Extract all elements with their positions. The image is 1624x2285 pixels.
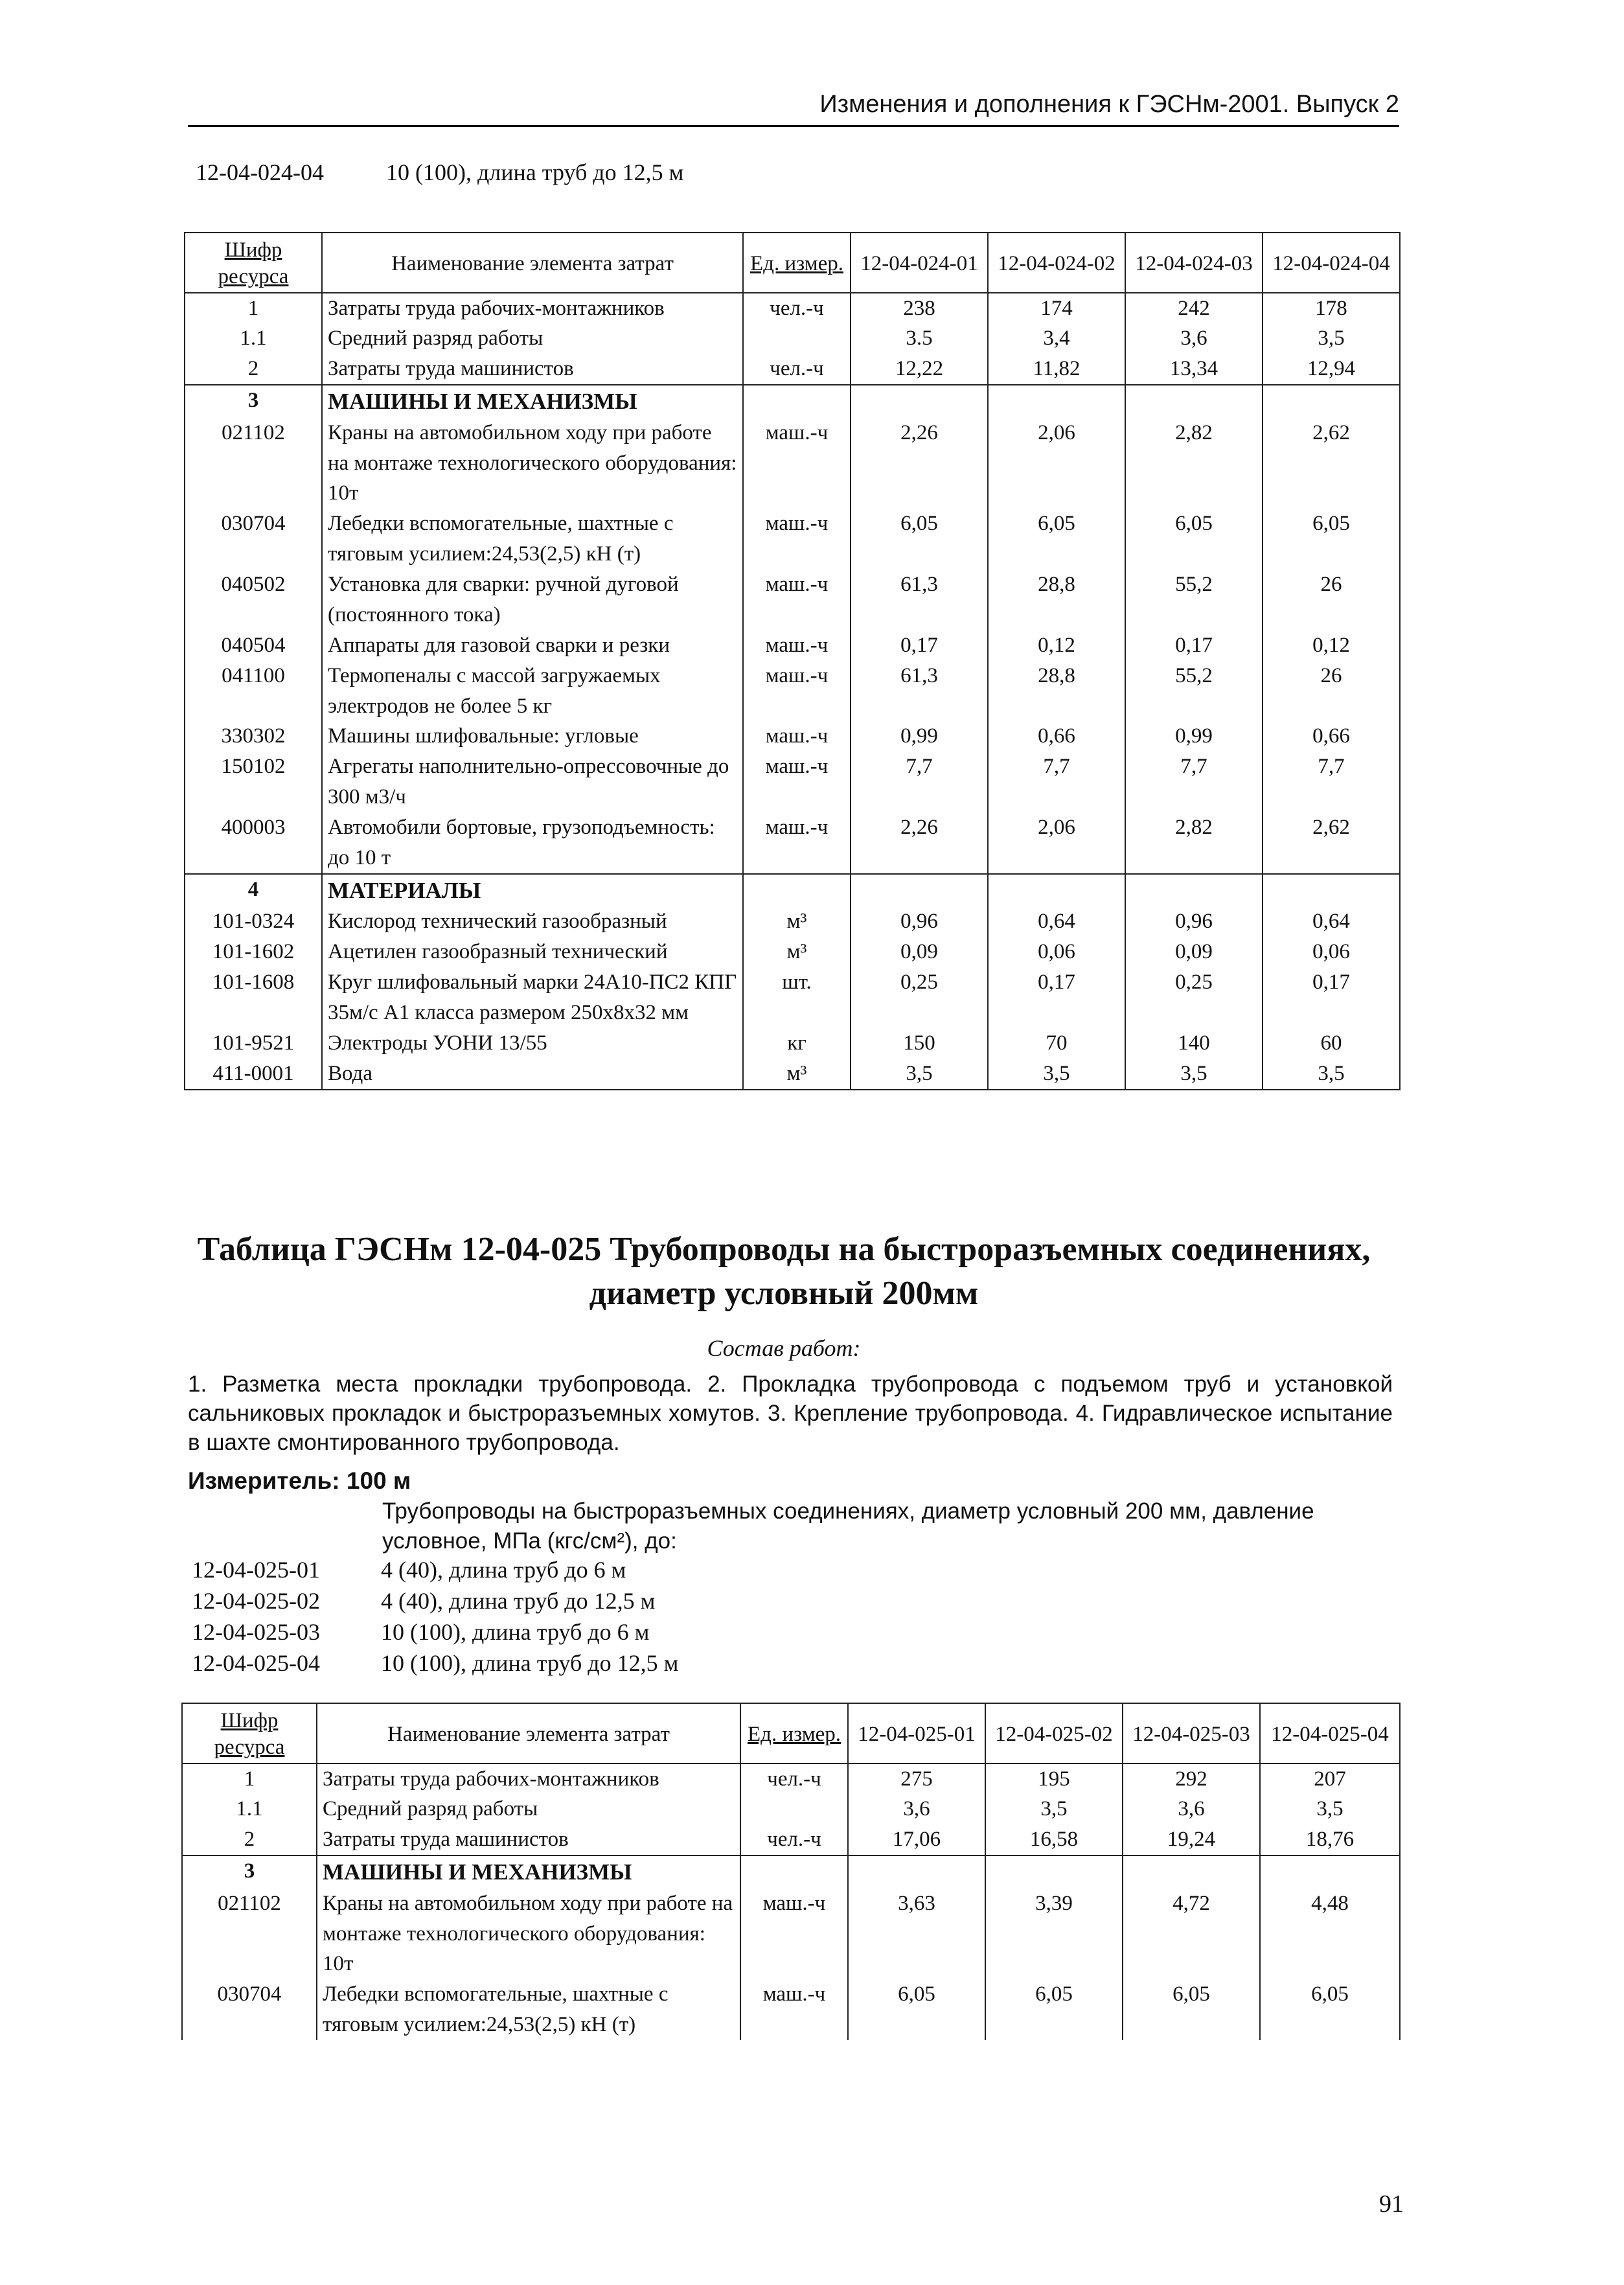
cell-unit: маш.-ч — [743, 721, 851, 752]
cell-value-3: 7,7 — [1125, 752, 1263, 812]
table-row — [182, 1979, 1400, 2040]
cell-value-4: 3,5 — [1263, 323, 1400, 354]
cell-value-3: 4,72 — [1123, 1889, 1260, 1980]
cell-value-1 — [851, 874, 988, 907]
cell-value-2: 6,05 — [985, 1979, 1123, 2040]
cell-value-3 — [1125, 874, 1263, 907]
cell-value-2: 11,82 — [988, 354, 1125, 385]
cell-value-4: 0,06 — [1263, 937, 1400, 967]
table-row — [182, 1824, 1400, 1855]
cell-value-2: 0,66 — [988, 721, 1125, 752]
cell-value-2 — [988, 874, 1125, 907]
header-col-3: 12-04-024-03 — [1125, 233, 1263, 293]
cell-value-4: 0,66 — [1263, 721, 1400, 752]
table-row — [185, 293, 1400, 324]
cell-code: 101-0324 — [185, 906, 322, 937]
cell-value-1: 6,05 — [851, 509, 988, 569]
cell-value-4: 0,17 — [1263, 967, 1400, 1028]
variant-list — [192, 1555, 678, 1679]
header-col-3: 12-04-025-03 — [1123, 1703, 1260, 1763]
cell-value-1: 150 — [851, 1028, 988, 1059]
cell-unit: чел.-ч — [743, 354, 851, 385]
cell-unit: чел.-ч — [743, 293, 851, 324]
cell-value-1: 3,6 — [848, 1794, 985, 1824]
cell-name: Лебедки вспомогательные, шахтные с тяговым усилием:24,53(2,5) кН (т) — [317, 1979, 740, 2040]
table-body — [182, 1763, 1400, 2041]
cell-value-2 — [988, 385, 1125, 418]
cell-value-1: 2,26 — [851, 812, 988, 874]
table-row — [185, 323, 1400, 354]
cell-value-1: 3,63 — [848, 1889, 985, 1980]
cell-name: Средний разряд работы — [317, 1794, 740, 1824]
table-title — [181, 1228, 1386, 1315]
cell-name: Вода — [322, 1059, 743, 1090]
cell-value-3: 0,96 — [1125, 906, 1263, 937]
table-body — [185, 293, 1400, 1090]
cell-value-3: 2,82 — [1125, 812, 1263, 874]
table-row — [185, 937, 1400, 967]
cell-value-1: 3.5 — [851, 323, 988, 354]
cell-code: 021102 — [185, 418, 322, 509]
header-col-4: 12-04-025-04 — [1260, 1703, 1400, 1763]
table-title-line-2: диаметр условный 200мм — [589, 1274, 979, 1312]
cell-value-1: 0,25 — [851, 967, 988, 1028]
cell-name: Затраты труда рабочих-монтажников — [322, 293, 743, 324]
cell-value-2: 0,12 — [988, 630, 1125, 661]
header-col-2: 12-04-024-02 — [988, 233, 1125, 293]
cell-value-3: 140 — [1125, 1028, 1263, 1059]
cell-unit — [743, 874, 851, 907]
cell-name: Агрегаты наполнительно-опрессовочные до 300 м3/ч — [322, 752, 743, 812]
cell-value-4: 3,5 — [1263, 1059, 1400, 1090]
cell-name: Средний разряд работы — [322, 323, 743, 354]
cell-value-4: 12,94 — [1263, 354, 1400, 385]
cell-unit: чел.-ч — [740, 1824, 848, 1855]
cell-unit — [740, 1794, 848, 1824]
cell-value-1 — [848, 1855, 985, 1889]
table-row — [182, 1763, 1400, 1795]
cell-value-1: 7,7 — [851, 752, 988, 812]
cell-value-4 — [1260, 1855, 1400, 1889]
measurer: Измеритель: 100 м — [188, 1467, 411, 1494]
cell-value-3: 19,24 — [1123, 1824, 1260, 1855]
cell-value-1: 17,06 — [848, 1824, 985, 1855]
cell-code: 330302 — [185, 721, 322, 752]
cell-name: Машины шлифовальные: угловые — [322, 721, 743, 752]
cell-value-3: 2,82 — [1125, 418, 1263, 509]
table-row — [185, 1028, 1400, 1059]
table-header-row — [182, 1703, 1400, 1763]
cell-value-3: 55,2 — [1125, 569, 1263, 630]
cell-value-2: 174 — [988, 293, 1125, 324]
cell-code: 101-1602 — [185, 937, 322, 967]
header-name: Наименование элемента затрат — [317, 1703, 740, 1763]
cell-code: 040504 — [185, 630, 322, 661]
cell-value-2: 6,05 — [988, 509, 1125, 569]
cell-name: МАШИНЫ И МЕХАНИЗМЫ — [322, 385, 743, 418]
header-col-1: 12-04-025-01 — [848, 1703, 985, 1763]
cell-value-4: 0,12 — [1263, 630, 1400, 661]
cell-value-4: 4,48 — [1260, 1889, 1400, 1980]
table-row — [185, 630, 1400, 661]
cell-value-2: 2,06 — [988, 812, 1125, 874]
cell-unit: м³ — [743, 1059, 851, 1090]
cell-unit — [740, 1855, 848, 1889]
cell-name: Установка для сварки: ручной дуговой (постоянного тока) — [322, 569, 743, 630]
cell-code: 1 — [182, 1763, 317, 1795]
header-col-4: 12-04-024-04 — [1263, 233, 1400, 293]
table-row — [185, 569, 1400, 630]
header-rule — [188, 125, 1399, 127]
cell-unit: маш.-ч — [740, 1889, 848, 1980]
cell-unit: кг — [743, 1028, 851, 1059]
cell-value-4: 60 — [1263, 1028, 1400, 1059]
list-item: 12-04-025-04 10 (100), длина труб до 12,5 м — [192, 1649, 679, 1676]
table-row — [185, 906, 1400, 937]
running-header: Изменения и дополнения к ГЭСНм-2001. Выпуск 2 — [819, 91, 1399, 118]
cell-code: 040502 — [185, 569, 322, 630]
list-item: 12-04-025-01 4 (40), длина труб до 6 м — [192, 1557, 626, 1583]
cell-value-4: 7,7 — [1263, 752, 1400, 812]
cell-value-2: 3,4 — [988, 323, 1125, 354]
cell-unit — [743, 385, 851, 418]
cell-value-1: 3,5 — [851, 1059, 988, 1090]
cell-value-3: 6,05 — [1125, 509, 1263, 569]
cell-name: Аппараты для газовой сварки и резки — [322, 630, 743, 661]
cell-value-3 — [1123, 1855, 1260, 1889]
cell-code: 150102 — [185, 752, 322, 812]
cell-unit — [743, 323, 851, 354]
cell-code: 2 — [182, 1824, 317, 1855]
cell-value-2: 70 — [988, 1028, 1125, 1059]
cell-unit: маш.-ч — [743, 418, 851, 509]
cell-value-3: 6,05 — [1123, 1979, 1260, 2040]
cell-name: Краны на автомобильном ходу при работе на монтаже технологического оборудования: 10т — [317, 1889, 740, 1980]
cell-unit: маш.-ч — [743, 569, 851, 630]
cell-value-2: 7,7 — [988, 752, 1125, 812]
table-row — [185, 385, 1400, 418]
table-row — [185, 354, 1400, 385]
cell-value-1: 0,96 — [851, 906, 988, 937]
table-row — [185, 967, 1400, 1028]
cell-code: 101-9521 — [185, 1028, 322, 1059]
cell-value-3: 292 — [1123, 1763, 1260, 1795]
table-row — [185, 874, 1400, 907]
resource-table-025 — [181, 1703, 1401, 2040]
list-item: 12-04-025-03 10 (100), длина труб до 6 м — [192, 1618, 650, 1645]
cell-code: 1 — [185, 293, 322, 324]
header-unit: Ед. измер. — [740, 1703, 848, 1763]
cell-value-4: 6,05 — [1263, 509, 1400, 569]
cell-code: 030704 — [185, 509, 322, 569]
cell-code: 1.1 — [182, 1794, 317, 1824]
table-row — [185, 661, 1400, 722]
cell-value-2: 2,06 — [988, 418, 1125, 509]
cell-code: 041100 — [185, 661, 322, 722]
cell-unit: м³ — [743, 937, 851, 967]
work-composition-text: 1. Разметка места прокладки трубопровода. 2. Прокладка трубопровода с подъемом труб и установкой сальниковых прокладок и быстроразъемных хомутов. 3. Крепление трубопровода. 4. Гидравлическое испытание в шахте смонтированного трубопровода. — [188, 1372, 1393, 1455]
cell-value-1: 12,22 — [851, 354, 988, 385]
cell-value-4: 178 — [1263, 293, 1400, 324]
cell-value-2: 16,58 — [985, 1824, 1123, 1855]
cell-value-2: 3,39 — [985, 1889, 1123, 1980]
cell-name: Автомобили бортовые, грузоподъемность: до 10 т — [322, 812, 743, 874]
cell-name: Электроды УОНИ 13/55 — [322, 1028, 743, 1059]
cell-value-3: 0,09 — [1125, 937, 1263, 967]
cell-value-3: 0,17 — [1125, 630, 1263, 661]
cell-name: Краны на автомобильном ходу при работе на монтаже технологического оборудования: 10т — [322, 418, 743, 509]
header-code: Шифр ресурса — [182, 1703, 317, 1763]
cell-unit: маш.-ч — [743, 661, 851, 722]
cell-value-1: 61,3 — [851, 661, 988, 722]
cell-value-4 — [1263, 874, 1400, 907]
cell-value-3: 13,34 — [1125, 354, 1263, 385]
cell-unit: маш.-ч — [743, 812, 851, 874]
header-code: Шифр ресурса — [185, 233, 322, 293]
cell-unit: чел.-ч — [740, 1763, 848, 1795]
cell-value-3: 3,5 — [1125, 1059, 1263, 1090]
header-unit: Ед. измер. — [743, 233, 851, 293]
cell-value-1: 275 — [848, 1763, 985, 1795]
cell-name: Лебедки вспомогательные, шахтные с тяговым усилием:24,53(2,5) кН (т) — [322, 509, 743, 569]
cell-value-1: 0,09 — [851, 937, 988, 967]
cell-value-3: 3,6 — [1123, 1794, 1260, 1824]
cell-value-4: 18,76 — [1260, 1824, 1400, 1855]
table-row — [182, 1889, 1400, 1980]
cell-value-1: 0,17 — [851, 630, 988, 661]
cell-value-1 — [851, 385, 988, 418]
header-name: Наименование элемента затрат — [322, 233, 743, 293]
cell-value-3 — [1125, 385, 1263, 418]
cell-name: Затраты труда машинистов — [317, 1824, 740, 1855]
variants-caption: Трубопроводы на быстроразъемных соединениях, диаметр условный 200 мм, давление условное, МПа (кгс/см²), до: — [382, 1498, 1314, 1554]
cell-code: 1.1 — [185, 323, 322, 354]
table-header-row — [185, 233, 1400, 293]
cell-name: МАТЕРИАЛЫ — [322, 874, 743, 907]
cell-code: 3 — [185, 385, 322, 418]
cell-value-2: 28,8 — [988, 661, 1125, 722]
table-row — [185, 1059, 1400, 1090]
cell-value-4: 2,62 — [1263, 812, 1400, 874]
cell-code: 4 — [185, 874, 322, 907]
cell-code: 021102 — [182, 1889, 317, 1980]
cell-value-3: 0,99 — [1125, 721, 1263, 752]
cell-unit: м³ — [743, 906, 851, 937]
table-row — [182, 1855, 1400, 1889]
cell-value-1: 61,3 — [851, 569, 988, 630]
cell-value-1: 6,05 — [848, 1979, 985, 2040]
table-row — [182, 1794, 1400, 1824]
cell-value-1: 2,26 — [851, 418, 988, 509]
cell-value-3: 3,6 — [1125, 323, 1263, 354]
list-item: 12-04-025-02 4 (40), длина труб до 12,5 м — [192, 1587, 656, 1614]
cell-name: Термопеналы с массой загружаемых электродов не более 5 кг — [322, 661, 743, 722]
table-row — [185, 418, 1400, 509]
cell-code: 411-0001 — [185, 1059, 322, 1090]
cell-value-4: 2,62 — [1263, 418, 1400, 509]
cell-value-4: 6,05 — [1260, 1979, 1400, 2040]
cell-value-3: 55,2 — [1125, 661, 1263, 722]
table-row — [185, 721, 1400, 752]
table-row — [185, 509, 1400, 569]
cell-value-2: 0,17 — [988, 967, 1125, 1028]
cell-value-1: 238 — [851, 293, 988, 324]
cell-value-2: 3,5 — [988, 1059, 1125, 1090]
header-col-1: 12-04-024-01 — [851, 233, 988, 293]
table-title-line-1: Таблица ГЭСНм 12-04-025 Трубопроводы на быстроразъемных соединениях, — [197, 1231, 1371, 1268]
cell-value-3: 0,25 — [1125, 967, 1263, 1028]
cell-value-2: 0,06 — [988, 937, 1125, 967]
cell-value-2: 3,5 — [985, 1794, 1123, 1824]
page-number: 91 — [1379, 2190, 1404, 2218]
cell-name: Затраты труда машинистов — [322, 354, 743, 385]
cell-value-4: 207 — [1260, 1763, 1400, 1795]
cell-value-4: 26 — [1263, 661, 1400, 722]
cell-value-4: 26 — [1263, 569, 1400, 630]
resource-table-024 — [184, 232, 1401, 1090]
top-variant-desc: 10 (100), длина труб до 12,5 м — [386, 159, 684, 185]
cell-value-4: 3,5 — [1260, 1794, 1400, 1824]
cell-unit: маш.-ч — [743, 752, 851, 812]
cell-name: Ацетилен газообразный технический — [322, 937, 743, 967]
cell-value-2 — [985, 1855, 1123, 1889]
cell-unit: маш.-ч — [740, 1979, 848, 2040]
cell-unit: шт. — [743, 967, 851, 1028]
cell-code: 101-1608 — [185, 967, 322, 1028]
cell-value-2: 28,8 — [988, 569, 1125, 630]
table-row — [185, 812, 1400, 874]
cell-name: Кислород технический газообразный — [322, 906, 743, 937]
table-row — [185, 752, 1400, 812]
cell-value-1: 0,99 — [851, 721, 988, 752]
cell-code: 3 — [182, 1855, 317, 1889]
work-composition-label: Состав работ: — [707, 1335, 861, 1361]
top-variant-code: 12-04-024-04 — [196, 159, 324, 185]
cell-value-4 — [1263, 385, 1400, 418]
cell-value-2: 195 — [985, 1763, 1123, 1795]
cell-name: Затраты труда рабочих-монтажников — [317, 1763, 740, 1795]
header-col-2: 12-04-025-02 — [985, 1703, 1123, 1763]
cell-code: 400003 — [185, 812, 322, 874]
cell-name: Круг шлифовальный марки 24А10-ПС2 КПГ 35м/с А1 класса размером 250х8х32 мм — [322, 967, 743, 1028]
cell-value-2: 0,64 — [988, 906, 1125, 937]
cell-name: МАШИНЫ И МЕХАНИЗМЫ — [317, 1855, 740, 1889]
cell-value-3: 242 — [1125, 293, 1263, 324]
cell-value-4: 0,64 — [1263, 906, 1400, 937]
cell-code: 030704 — [182, 1979, 317, 2040]
cell-unit: маш.-ч — [743, 630, 851, 661]
cell-unit: маш.-ч — [743, 509, 851, 569]
cell-code: 2 — [185, 354, 322, 385]
